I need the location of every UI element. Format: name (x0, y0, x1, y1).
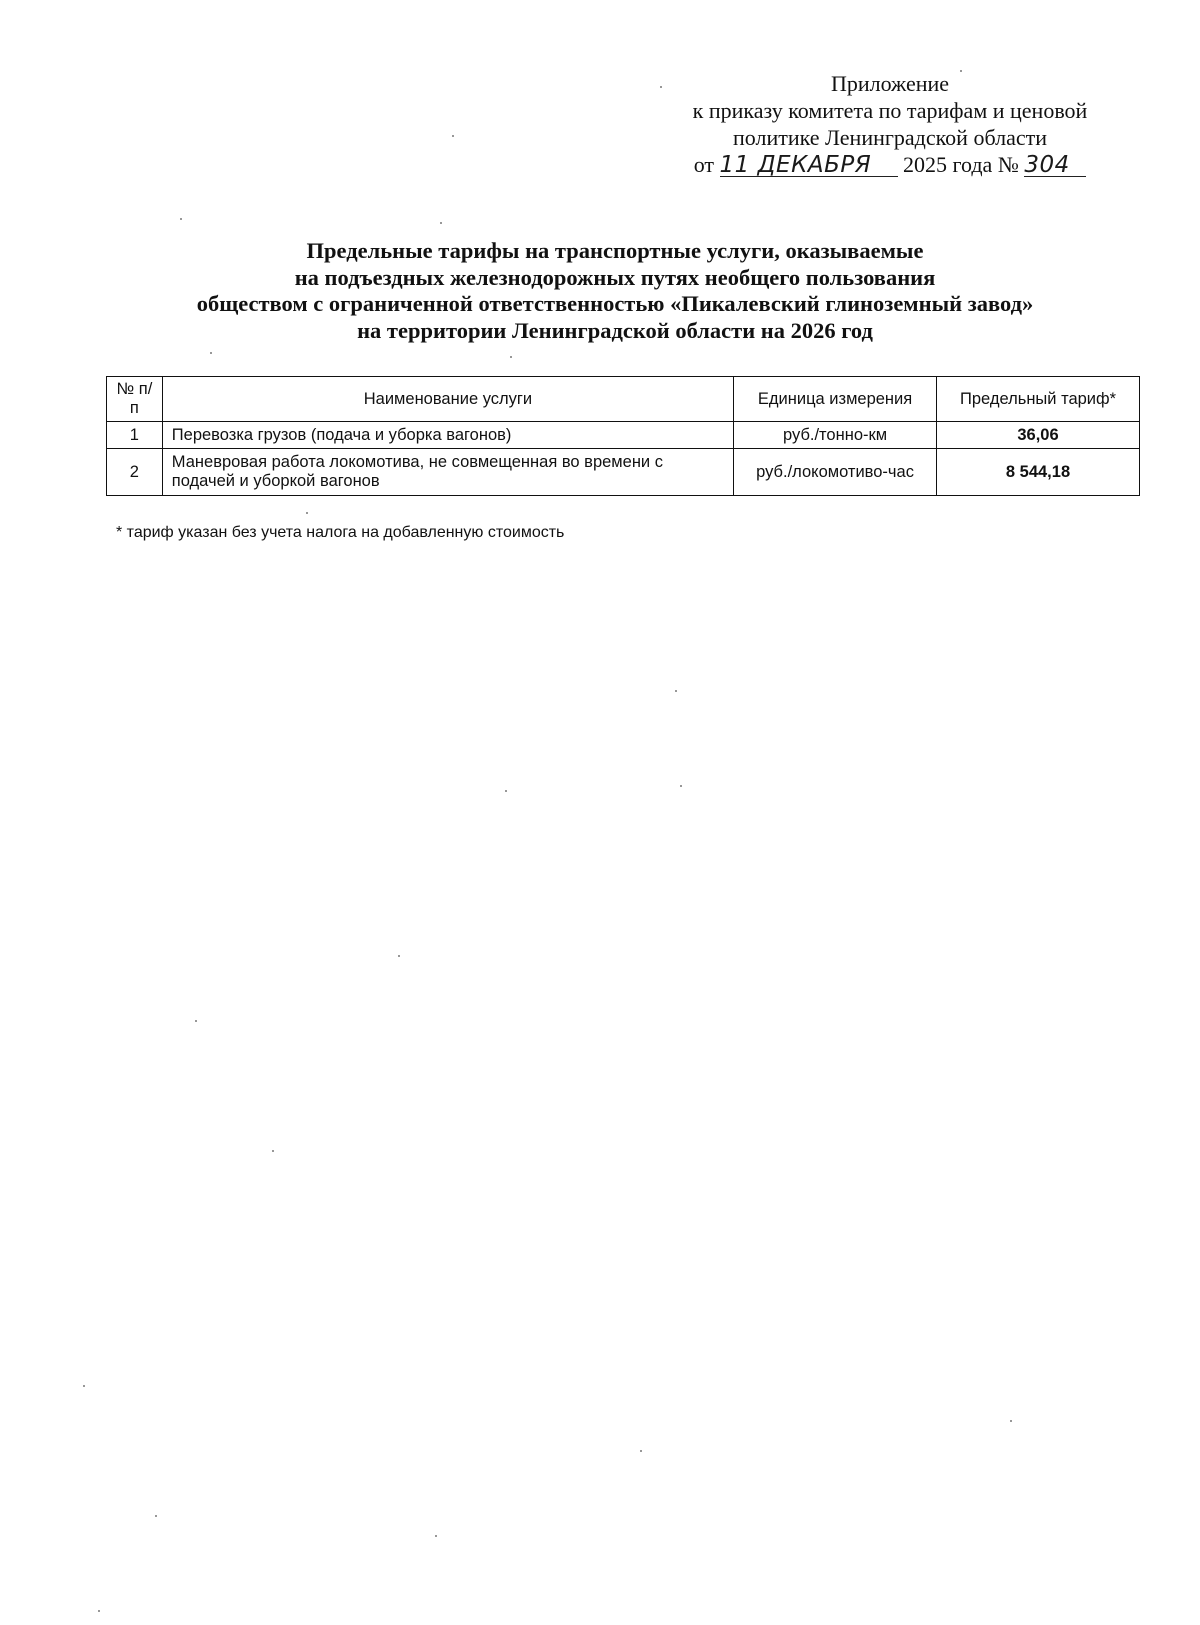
row-tariff: 8 544,18 (937, 449, 1140, 496)
scan-speck (306, 512, 308, 514)
scan-speck (195, 1020, 197, 1022)
table-row (107, 422, 1140, 449)
handwritten-order-number: 304 (1024, 152, 1070, 178)
scan-speck (660, 86, 662, 88)
appendix-title: Приложение (830, 71, 950, 96)
header-service: Наименование услуги (162, 377, 733, 422)
scan-speck (435, 1535, 437, 1537)
appendix-header (640, 70, 1140, 178)
appendix-authority-line: политике Ленинградской области (732, 125, 1047, 150)
row-service: Маневровая работа локомотива, не совмещенная во времени с подачей и уборкой вагонов (162, 449, 733, 496)
scan-speck (155, 1515, 157, 1517)
scan-speck (1010, 1420, 1012, 1422)
scan-speck (440, 222, 442, 224)
header-unit: Единица измерения (734, 377, 937, 422)
table-header-row (107, 377, 1140, 422)
document-title (100, 238, 1130, 344)
scan-speck (83, 1385, 85, 1387)
title-line-4: на территории Ленинградской области на 2026 год (357, 317, 873, 343)
row-number: 2 (107, 449, 163, 496)
table-row (107, 449, 1140, 496)
scan-speck (398, 955, 400, 957)
scan-speck (180, 218, 182, 220)
scan-speck (272, 1150, 274, 1152)
scan-speck (452, 135, 454, 137)
appendix-date-line (640, 151, 1140, 178)
scan-speck (510, 356, 512, 358)
scan-speck (505, 790, 507, 792)
scan-speck (210, 352, 212, 354)
header-number: № п/п (107, 377, 163, 422)
title-line-2: на подъездных железнодорожных путях необщего пользования (294, 264, 936, 290)
footnote: * тариф указан без учета налога на добавленную стоимость (116, 524, 565, 541)
order-number-field (1024, 154, 1086, 177)
title-line-1: Предельные тарифы на транспортные услуги, оказываемые (306, 238, 924, 263)
title-line-3: обществом с ограниченной ответственностью «Пикалевский глиноземный завод» (196, 291, 1034, 316)
scan-speck (680, 785, 682, 787)
row-unit: руб./локомотиво-час (734, 449, 937, 496)
row-number: 1 (107, 422, 163, 449)
date-prefix: от (693, 152, 715, 177)
handwritten-date: 11 ДЕКАБРЯ (719, 152, 872, 178)
tariff-table (106, 376, 1140, 496)
row-tariff: 36,06 (937, 422, 1140, 449)
scan-speck (98, 1610, 100, 1612)
row-unit: руб./тонно-км (734, 422, 937, 449)
scan-speck (640, 1450, 642, 1452)
date-field (720, 154, 898, 177)
header-tariff: Предельный тариф* (937, 377, 1140, 422)
appendix-order-line: к приказу комитета по тарифам и ценовой (692, 98, 1088, 123)
scan-speck (675, 690, 677, 692)
row-service: Перевозка грузов (подача и уборка вагонов) (162, 422, 733, 449)
year-text: 2025 года № (903, 152, 1019, 177)
scan-speck (960, 70, 962, 72)
